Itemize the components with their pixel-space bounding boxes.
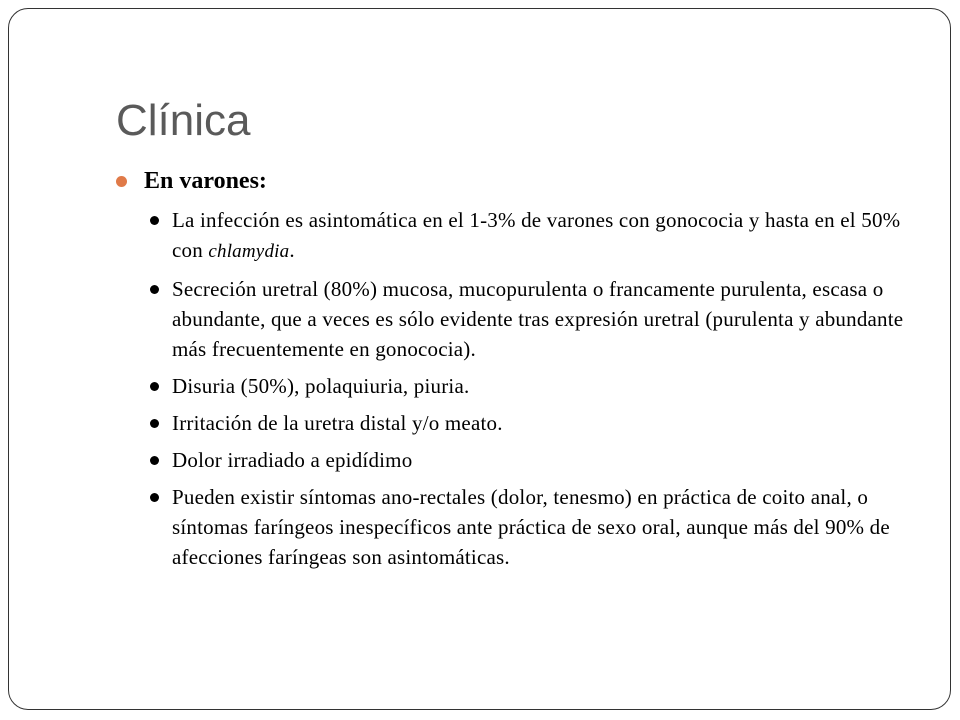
list-item bbox=[145, 482, 916, 572]
list-item bbox=[145, 408, 916, 438]
list-item-suffix: . bbox=[289, 238, 295, 262]
orange-bullet-icon bbox=[116, 176, 127, 187]
bullet-icon bbox=[150, 216, 159, 225]
list-item bbox=[145, 274, 916, 364]
bullet-icon bbox=[150, 285, 159, 294]
list-item-text: La infección es asintomática en el 1-3% de varones con gonococia y hasta en el 50% con bbox=[172, 208, 901, 262]
list-item-text: Irritación de la uretra distal y/o meato. bbox=[172, 411, 503, 435]
list-item bbox=[145, 445, 916, 475]
bullet-icon bbox=[150, 419, 159, 428]
list-item bbox=[145, 205, 916, 267]
main-bullet-point bbox=[116, 163, 916, 199]
main-bullet-label: En varones: bbox=[144, 168, 267, 194]
list-item-text: Secreción uretral (80%) mucosa, mucopurulenta o francamente purulenta, escasa o abundante, que a veces es sólo evidente tras expresión uretral (purulenta y abundante más frecuentemente en gonococia). bbox=[172, 277, 904, 361]
bullet-icon bbox=[150, 493, 159, 502]
bullet-icon bbox=[150, 382, 159, 391]
slide-frame bbox=[8, 8, 951, 710]
italic-term: chlamydia bbox=[208, 241, 290, 262]
slide-title: Clínica bbox=[116, 96, 251, 145]
list-item-text: Dolor irradiado a epidídimo bbox=[172, 448, 413, 472]
list-item bbox=[145, 371, 916, 401]
slide-content bbox=[116, 163, 916, 579]
list-item-text: Disuria (50%), polaquiuria, piuria. bbox=[172, 374, 470, 398]
list-item-text: Pueden existir síntomas ano-rectales (dolor, tenesmo) en práctica de coito anal, o síntomas faríngeos inespecíficos ante práctica de sexo oral, aunque más del 90% de afecciones faríngeas son asintomáticas. bbox=[172, 485, 890, 569]
bullet-icon bbox=[150, 456, 159, 465]
sub-bullet-list bbox=[116, 205, 916, 572]
